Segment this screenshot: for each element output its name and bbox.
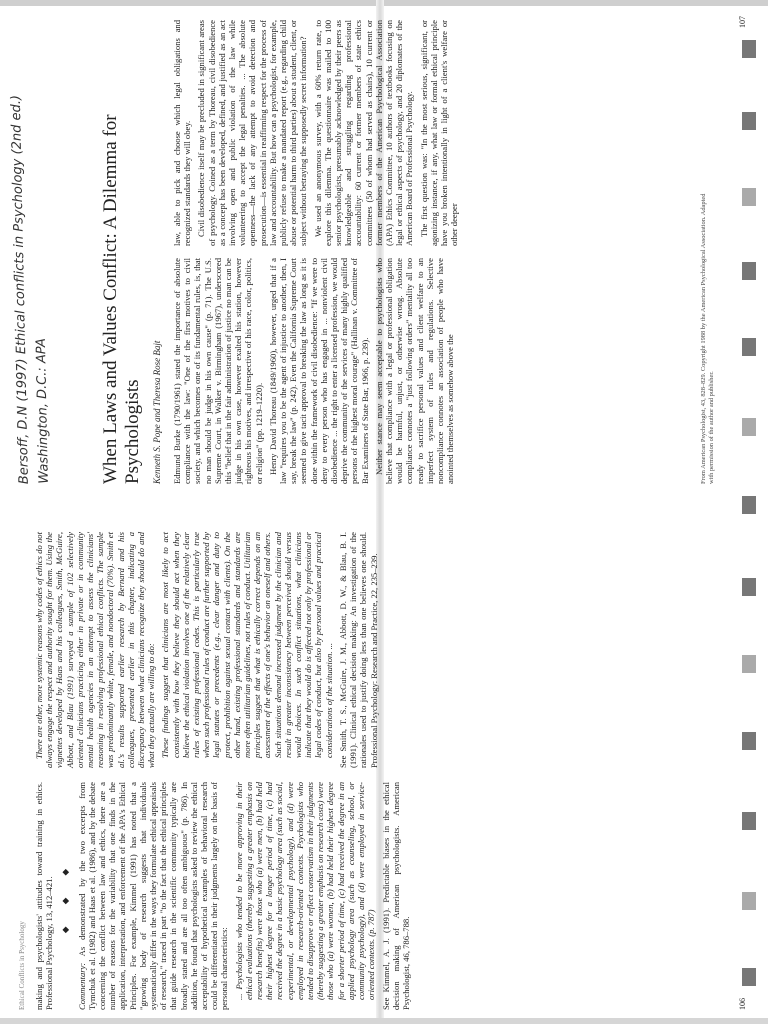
commentary-text: As demonstrated by the two excerpts from Tymchuk et al. (1982) and Haas et al. (1986), and by the debate concerning the conflict between law and ethics, there are a number of reasons for the variability that one finds in the application, interpretation, and enforcement of the APA's Ethical Principles. For example, Kimmel (1991) has noted that a "growing body of research suggests that individuals systematically differ in the ways they formulate ethical appraisals of research," traced in part "to the fact that the ethical principles that guide research in the scientific community typically are broadly stated and are all too often ambiguous" (p. 786). In addition, he found that psychologists asked to review the ethical acceptability of hypothetical examples of behavioral research could be differentiated in their judgments largely on the basis of personal characteristics:: [76, 782, 230, 1010]
kimmel-reference: See Kimmel, A. J. (1991). Predictable biases in the ethical decision making of American psychologists. American Psychologist, 46, 786–788.: [380, 782, 411, 1010]
handwritten-citation-note: [5, 14, 55, 485]
neither-stance-paragraph: Neither stance may seem acceptable to psychologists who believe that compliance with a legal or professional obligation would be harmful, unjust, or otherwise wrong. Absolute compliance connotes a "just following orders" mentality all too ready to sacrifice personal values and client welfare to an imperfect system of rules and regulations. Selective noncompliance connotes an association of people who have anointed themselves as somehow above the: [373, 258, 456, 484]
smith-reference: See Smith, T. S., McGuire, J. M., Abbott, D. W., & Blau, B. I. (1991). Clinical ethical decision making: An investigation of the rationales used to justify doing less than one believes one should. Professional Psychology: Research and Practice, 22, 235–239.: [337, 532, 379, 768]
right-page-column-2: [172, 20, 463, 246]
right-page-column-1: [172, 258, 459, 484]
thoreau-paragraph: Henry David Thoreau (1849/1960), however, urged that if a law "requires you to be the agent of injustice to another, then, I say, break the law" (p. 242). Even the California Supreme Court seemed to give tacit approval to breaking the law as long as it is done within the framework of civil disobedience: "If we were to deny to every person who has engaged in ... nonviolent civil disobedience ... the right to enter a licensed profession, we would deprive the community of the services of many highly qualified persons of the highest moral courage" (Hallinan v. Committee of Bar Examiners of State Bar, 1966, p. 239).: [267, 258, 370, 484]
civil-disobedience-paragraph: Civil disobedience itself may be precluded in significant areas of psychology. Coined as a term by Thoreau, civil disobedience as a concept has been developed, defined, and justified as an act involving open and public violation of the law while volunteering to accept the legal penalties. ... The absolute openness—the lack of any attempt to avoid detection and prosecution—is essential in reaffirming respect for the process of law and accountability. But how can a psychologist, for example, publicly refuse to make a mandated report (e.g., regarding child abuse or potential harm to third parties) about a student, client, or subject without betraying the supposedly secret information?: [196, 20, 309, 246]
kimmel-quote: ... Psychologists who tended to be more approving in their ethical evaluations (thereby suggesting a greater emphasis on research benefits) were those who (a) were men, (b) had held their highest degree for a longer period of time, (c) had received the degree in a basic psychology area (such as social, experimental, or developmental psychology), and (d) were employed in research-oriented contexts. Psychologists who tended to disapprove or reflect conservatism in their judgments (thereby suggesting a greater emphasis on research costs) were those who (a) were women, (b) had held their highest degree for a shorter period of time, (c) had received the degree in an applied psychology area (such as counseling, school, or community psychology), and (d) were employed in service-oriented contexts. (p. 787): [233, 782, 377, 1000]
left-page-column-2: [34, 532, 383, 768]
left-page-column-1: [34, 782, 415, 1010]
chapter-authors: Kenneth S. Pope and Theresa Rose Bajt: [152, 340, 162, 484]
smith-quote: These findings suggest that clinicians are most likely to act consistently with how they believe they should act when they believe the ethical violation involves one of the relatively clear rules of existing professional codes. This is particularly true when such professional rules of conduct are further supported by legal statutes or precedents (e.g., clear danger and duty to protect, prohibition against sexual contact with clients). On the other hand, existing professional standards and standards are more often utilitarian guidelines, not rules of conduct. Utilitarian principles suggest that what is ethically correct depends on an assessment of the effects of one's behavior on oneself and others. Such situations demand increased judgment by the clinician and result in greater inconsistency between perceived should versus would choices. In such conflict situations, what clinicians indicate that they would do is affected not only by professional or legal codes of conduct, but also by personal values and practical considerations of the situation. ...: [160, 532, 334, 758]
chapter-title: When Laws and Values Conflict: A Dilemma for Psychologists: [100, 114, 143, 484]
law-continuation-paragraph: law, able to pick and choose which legal obligations and recognized standards they will obey.: [172, 20, 193, 246]
commentary-paragraph: [77, 782, 230, 1010]
handwritten-line-1: Bersoff, D.N (1997) Ethical conflicts in Psychology (2nd ed.): [8, 94, 32, 485]
running-head: Ethical Conflicts in Psychology: [18, 921, 26, 1010]
systemic-reasons-paragraph: There are other, more systemic reasons why codes of ethics do not always engage the respect and authority sought for them. Using the vignettes developed by Haas and his colleagues, Smith, McGuire, Abbott, and Blau (1991) surveyed a sample of 102 selectively oriented clinicians practicing either in private or in community mental health agencies in an attempt to assess the clinicians' reasoning in resolving professional ethical conflicts. The sample was predominantly white, female, and nondoctoral (70%). Smith et al.'s results supported earlier research by Bernard and his colleagues, presented earlier in this chapter, indicating a discrepancy between what clinicians recognize they should do and what they actually are willing to do:: [34, 532, 157, 768]
handwritten-line-2: Washington, D.C.: APA: [33, 337, 52, 484]
commentary-label: Commentary:: [76, 962, 87, 1010]
page-number-right: 107: [738, 16, 747, 28]
page-number-left: 106: [738, 998, 747, 1010]
reference-continued: making and psychologists' attitudes toward training in ethics. Professional Psychology, 13, 412–421.: [34, 782, 55, 1010]
first-question-paragraph: The first question was: "In the most serious, significant, or agonizing instance, if any, what law or formal ethical principle have you broken intentionally in light of a client's welfare or other deeper: [418, 20, 460, 246]
burke-paragraph: Edmund Burke (1790/1961) stated the importance of absolute compliance with the law: "One of the first motives to civil society, and which becomes one of its fundamental rules, is, that no man should be judge in his own cause" (p. 71). The U.S. Supreme Court, in Walker v. Birmingham (1967), underscored this "belief that in the fair administration of justice no man can be judge in his own case, however exalted his station, however righteous his motives, and irrespective of his race, color, politics, or religion" (pp. 1219–1220).: [172, 258, 264, 484]
section-ornament: ◆ ◆ ◆: [60, 858, 71, 934]
left-page: [0, 512, 768, 1024]
source-footnote: From American Psychologist, 43, 828–829. Copyright 1988 by the American Psychological Association. Adapted with permission of the author and publisher.: [700, 193, 715, 484]
scan-edge-bottom: [0, 1018, 768, 1024]
survey-paragraph: We used an anonymous survey, with a 60% return rate, to explore this dilemma. The questionnaire was mailed to 100 senior psychologists, presumably acknowledged by their peers as knowledgeable and struggling regarding professional accountability: 60 current or former members of state ethics committees (50 of whom had served as chairs), 10 current or former members of the American Psychological Association (APA) Ethics Committee, 10 authors of textbooks focusing on legal or ethical aspects of psychology, and 20 diplomates of the American Board of Professional Psychology.: [312, 20, 415, 246]
